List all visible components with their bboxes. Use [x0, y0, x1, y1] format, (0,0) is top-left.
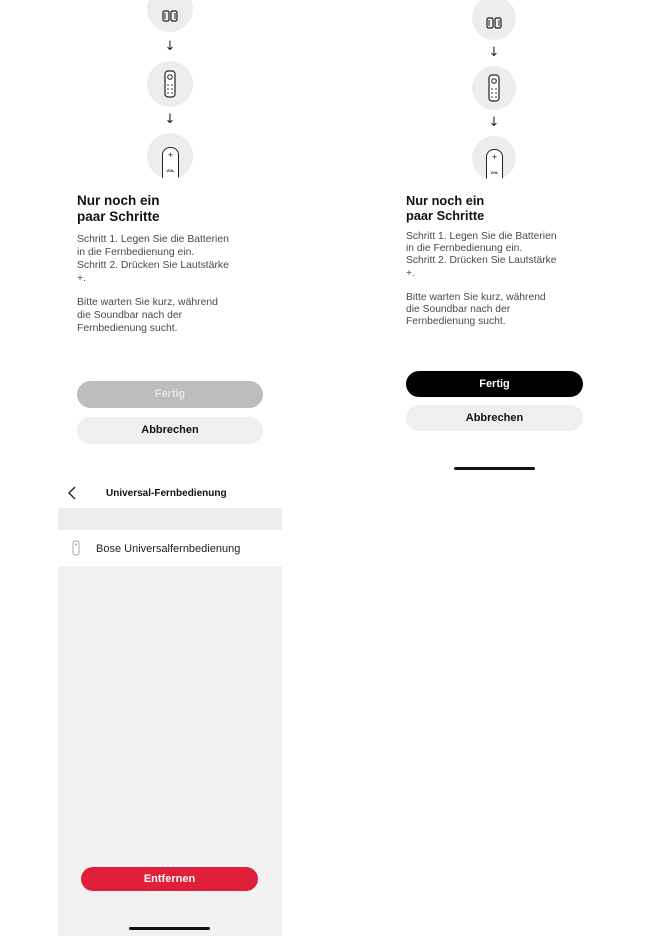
- wait-line: Bitte warten Sie kurz, während: [77, 297, 218, 308]
- volume-up-button-icon: [162, 147, 179, 179]
- vol-label: VOL: [166, 168, 175, 173]
- step-text: +.: [77, 273, 86, 284]
- arrow-down-icon: ↓: [164, 112, 176, 127]
- remove-button[interactable]: Entfernen: [81, 867, 258, 891]
- page-title: [77, 193, 160, 225]
- wait-line: die Soundbar nach der: [406, 304, 511, 316]
- volume-step: [472, 136, 516, 180]
- wait-text: [77, 296, 218, 334]
- done-button[interactable]: Fertig: [406, 371, 583, 397]
- vol-plus: +: [491, 152, 498, 162]
- done-button[interactable]: Fertig: [77, 381, 263, 408]
- step-text: in die Fernbedienung ein.: [77, 247, 195, 258]
- instructions: [406, 231, 557, 280]
- battery-step: [472, 0, 516, 40]
- section-header: [58, 508, 282, 530]
- wait-text-clip: [77, 296, 277, 334]
- step-text: +.: [406, 267, 415, 279]
- cancel-button[interactable]: Abbrechen: [406, 405, 583, 431]
- nav-bar: [58, 478, 282, 508]
- cancel-button[interactable]: Abbrechen: [77, 417, 263, 444]
- arrow-down-icon: ↓: [488, 115, 500, 130]
- remote-step: [147, 61, 193, 107]
- page-title: [406, 193, 484, 223]
- step-text: Schritt 2. Drücken Sie Lautstärke: [406, 255, 557, 267]
- list-item[interactable]: [58, 530, 282, 566]
- step-text: Schritt 1. Legen Sie die Batterien: [406, 231, 557, 242]
- vol-label: VOL: [490, 170, 499, 175]
- arrow-down-icon: ↓: [488, 45, 500, 60]
- step-text: in die Fernbedienung ein.: [406, 243, 523, 255]
- title-line: Nur noch ein: [406, 193, 485, 208]
- step-text: Schritt 1. Legen Sie die Batterien: [77, 234, 229, 245]
- title-line: paar Schritte: [77, 209, 160, 224]
- wait-text: [406, 292, 546, 329]
- home-indicator: [129, 927, 210, 930]
- wait-line: die Soundbar nach der: [77, 310, 183, 321]
- volume-step: [147, 133, 193, 179]
- step-text: Schritt 2. Drücken Sie Lautstärke: [77, 260, 229, 271]
- universal-remote-screen: [58, 478, 282, 936]
- battery-icon: [485, 16, 503, 30]
- home-indicator: [454, 467, 535, 470]
- title-line: Nur noch ein: [77, 193, 160, 208]
- device-name: Bose Universalfernbedienung: [96, 543, 241, 555]
- wait-line: Fernbedienung sucht.: [406, 316, 506, 328]
- vol-plus: +: [167, 150, 174, 160]
- battery-step: [147, 0, 193, 32]
- instructions: [77, 233, 229, 285]
- back-chevron-icon[interactable]: [66, 485, 78, 501]
- battery-icon: [161, 9, 179, 23]
- wait-line: Bitte warten Sie kurz, während: [406, 292, 546, 303]
- volume-up-button-icon: [486, 149, 503, 180]
- setup-screen-right: [392, 0, 596, 480]
- page-title: Universal-Fernbedienung: [106, 488, 227, 499]
- remote-step: [472, 66, 516, 110]
- remote-control-icon: [487, 74, 501, 102]
- remote-outline-icon: [72, 540, 80, 556]
- wait-line: Fernbedienung sucht.: [77, 323, 178, 334]
- setup-screen-left: [58, 0, 282, 460]
- remote-control-icon: [163, 70, 177, 98]
- arrow-down-icon: ↓: [164, 39, 176, 54]
- title-line: paar Schritte: [406, 208, 485, 223]
